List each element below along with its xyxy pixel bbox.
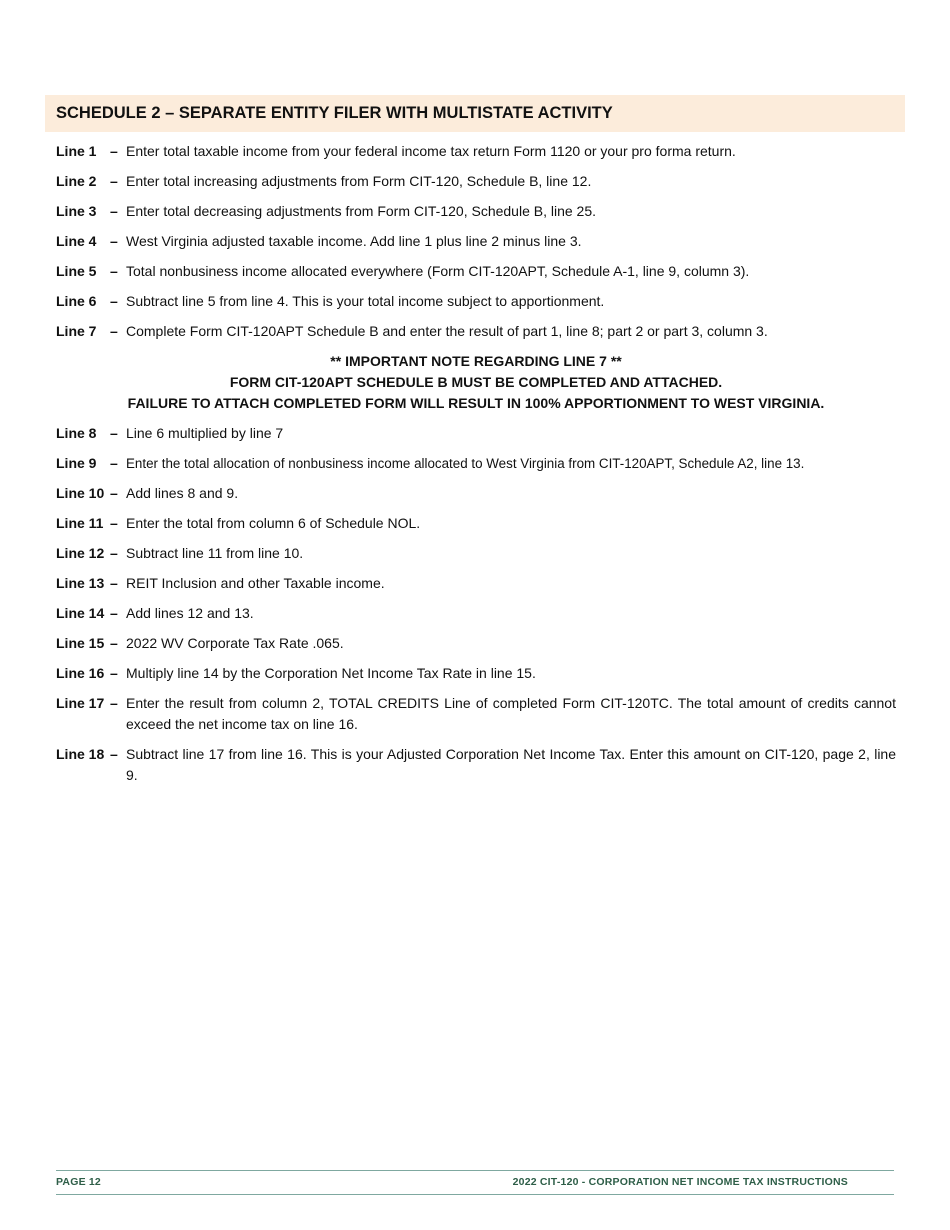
line-dash: – — [110, 545, 118, 561]
instruction-lines — [56, 141, 896, 795]
note-line-1: ** IMPORTANT NOTE REGARDING LINE 7 ** — [330, 353, 622, 369]
line-16 — [56, 663, 896, 684]
line-dash: – — [110, 425, 118, 441]
line-15 — [56, 633, 896, 654]
line-12 — [56, 543, 896, 564]
line-11 — [56, 513, 896, 534]
line-dash: – — [110, 746, 118, 762]
line-text: Enter total increasing adjustments from Form CIT-120, Schedule B, line 12. — [126, 173, 592, 189]
line-2 — [56, 171, 896, 192]
line-dash: – — [110, 173, 118, 189]
line-label: Line 11 — [56, 515, 104, 531]
line-label: Line 6 — [56, 293, 97, 309]
line-text: Total nonbusiness income allocated everywhere (Form CIT-120APT, Schedule A-1, line 9, column 3). — [126, 263, 750, 279]
line-label: Line 12 — [56, 545, 105, 561]
note-line-2: FORM CIT-120APT SCHEDULE B MUST BE COMPLETED AND ATTACHED. — [229, 374, 723, 390]
footer-bottom-rule — [56, 1194, 894, 1195]
line-label: Line 16 — [56, 665, 105, 681]
line-label: Line 15 — [56, 635, 105, 651]
line-text: Enter the result from column 2, TOTAL CREDITS Line of completed Form CIT-120TC. The total amount of credits cannot exceed the net income tax on line 16. — [126, 695, 896, 732]
line-text: West Virginia adjusted taxable income. Add line 1 plus line 2 minus line 3. — [126, 233, 582, 249]
line-label: Line 9 — [56, 455, 97, 471]
line-4 — [56, 231, 896, 252]
line-label: Line 3 — [56, 203, 97, 219]
line-dash: – — [110, 485, 118, 501]
line-label: Line 2 — [56, 173, 97, 189]
line-label: Line 18 — [56, 746, 105, 762]
line-5 — [56, 261, 896, 282]
line-14 — [56, 603, 896, 624]
line-1 — [56, 141, 896, 162]
line-dash: – — [110, 665, 118, 681]
line-7 — [56, 321, 896, 342]
line-text: Complete Form CIT-120APT Schedule B and enter the result of part 1, line 8; part 2 or part 3, column 3. — [126, 323, 768, 339]
schedule-title: SCHEDULE 2 – SEPARATE ENTITY FILER WITH MULTISTATE ACTIVITY — [56, 104, 613, 122]
line-dash: – — [110, 575, 118, 591]
line-dash: – — [110, 203, 118, 219]
footer-page-number: PAGE 12 — [56, 1176, 101, 1188]
line-label: Line 1 — [56, 143, 97, 159]
line-label: Line 14 — [56, 605, 105, 621]
line-text: Enter total taxable income from your federal income tax return Form 1120 or your pro forma return. — [126, 143, 736, 159]
note-line-3: FAILURE TO ATTACH COMPLETED FORM WILL RESULT IN 100% APPORTIONMENT TO WEST VIRGINIA. — [127, 395, 825, 411]
line-3 — [56, 201, 896, 222]
line-dash: – — [110, 455, 118, 471]
line-dash: – — [110, 635, 118, 651]
line-label: Line 10 — [56, 485, 105, 501]
line-dash: – — [110, 323, 118, 339]
line-label: Line 5 — [56, 263, 97, 279]
line-8 — [56, 423, 896, 444]
line-label: Line 8 — [56, 425, 97, 441]
important-note — [56, 351, 896, 414]
line-text: Subtract line 5 from line 4. This is your total income subject to apportionment. — [126, 293, 605, 309]
line-text: Enter the total from column 6 of Schedule NOL. — [126, 515, 421, 531]
line-label: Line 4 — [56, 233, 97, 249]
line-dash: – — [110, 143, 118, 159]
line-text: Add lines 12 and 13. — [126, 605, 254, 621]
line-dash: – — [110, 293, 118, 309]
line-10 — [56, 483, 896, 504]
line-text: Subtract line 17 from line 16. This is your Adjusted Corporation Net Income Tax. Enter this amount on CIT-120, page 2, line 9. — [126, 746, 896, 783]
line-6 — [56, 291, 896, 312]
line-text: Subtract line 11 from line 10. — [126, 545, 304, 561]
line-dash: – — [110, 695, 118, 711]
line-text: Add lines 8 and 9. — [126, 485, 239, 501]
line-label: Line 7 — [56, 323, 97, 339]
line-dash: – — [110, 605, 118, 621]
line-text: Multiply line 14 by the Corporation Net Income Tax Rate in line 15. — [126, 665, 536, 681]
line-dash: – — [110, 515, 118, 531]
schedule-heading — [45, 95, 905, 132]
line-13 — [56, 573, 896, 594]
footer-top-rule — [56, 1170, 894, 1171]
line-text: 2022 WV Corporate Tax Rate .065. — [126, 635, 344, 651]
footer-document-title: 2022 CIT-120 - CORPORATION NET INCOME TAX INSTRUCTIONS — [512, 1176, 848, 1188]
line-9 — [56, 453, 896, 474]
line-dash: – — [110, 263, 118, 279]
line-18 — [56, 744, 896, 786]
line-text: Enter the total allocation of nonbusiness income allocated to West Virginia from CIT-120APT, Schedule A2, line 13. — [126, 456, 805, 471]
line-label: Line 13 — [56, 575, 105, 591]
line-text: REIT Inclusion and other Taxable income. — [126, 575, 385, 591]
line-text: Enter total decreasing adjustments from Form CIT-120, Schedule B, line 25. — [126, 203, 597, 219]
line-17 — [56, 693, 896, 735]
line-label: Line 17 — [56, 695, 105, 711]
line-dash: – — [110, 233, 118, 249]
line-text: Line 6 multiplied by line 7 — [126, 425, 284, 441]
